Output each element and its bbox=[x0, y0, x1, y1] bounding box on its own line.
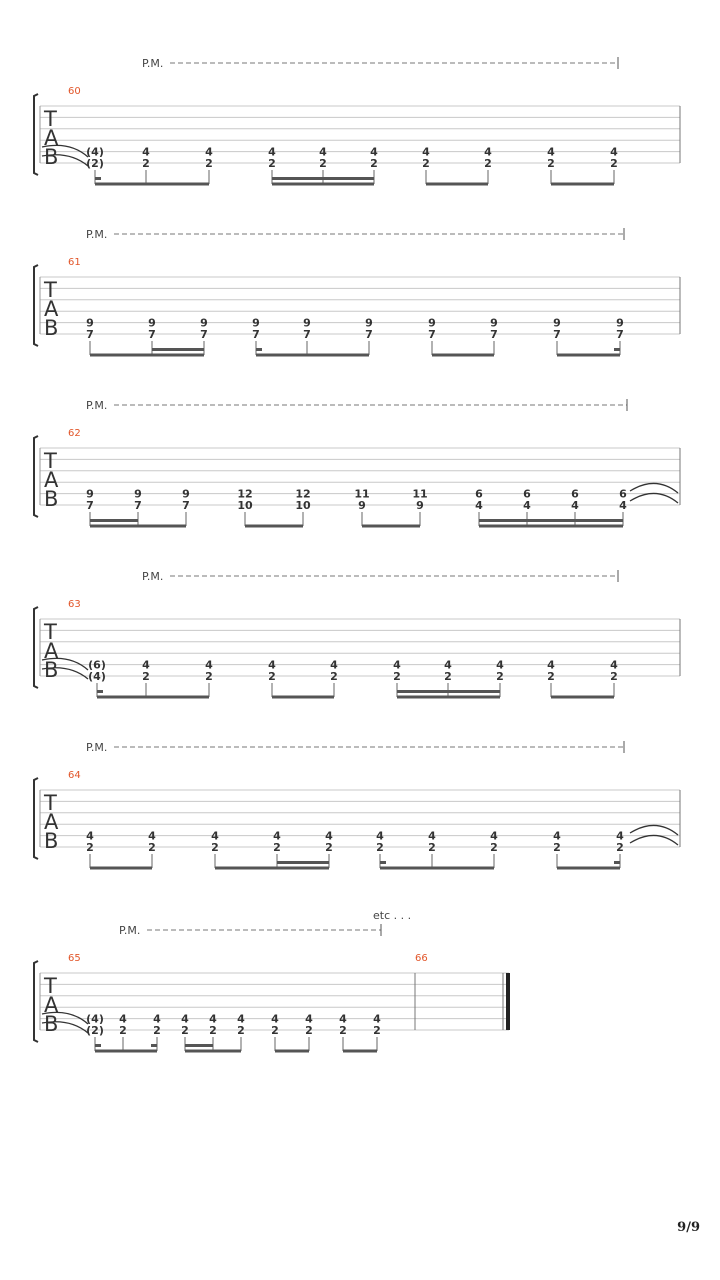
palm-mute-label: P.M. bbox=[86, 228, 108, 241]
tie-out-lower bbox=[630, 493, 678, 503]
fret-number-string6: 2 bbox=[610, 670, 618, 683]
fret-number-string5: 4 bbox=[268, 145, 276, 159]
fret-number-string5: 4 bbox=[153, 1012, 161, 1026]
fret-number-string5: 4 bbox=[325, 829, 333, 843]
fret-number-string6: (2) bbox=[86, 1024, 104, 1037]
fret-number-string5: 4 bbox=[444, 658, 452, 672]
tab-clef-letter: A bbox=[44, 468, 59, 492]
fret-number-string5: 4 bbox=[370, 145, 378, 159]
fret-number-string5: 4 bbox=[422, 145, 430, 159]
fret-number-string5: 4 bbox=[271, 1012, 279, 1026]
fret-number-string5: (4) bbox=[86, 145, 104, 159]
fret-number-string5: 4 bbox=[181, 1012, 189, 1026]
fret-number-string6: 2 bbox=[422, 157, 430, 170]
beam bbox=[245, 525, 303, 528]
fret-number-string6: (2) bbox=[86, 157, 104, 170]
fret-number-string5: 4 bbox=[142, 658, 150, 672]
fret-number-string6: 4 bbox=[619, 499, 627, 512]
tab-clef-letter: T bbox=[44, 620, 57, 644]
secondary-beam bbox=[272, 177, 374, 180]
fret-number-string5: (6) bbox=[88, 658, 106, 672]
tab-clef-letter: B bbox=[44, 145, 59, 169]
fret-number-string5: 9 bbox=[148, 316, 156, 330]
tab-clef-letter: B bbox=[44, 829, 59, 853]
tab-clef-letter: A bbox=[44, 810, 59, 834]
beam bbox=[90, 867, 152, 870]
fret-number-string6: 2 bbox=[616, 841, 624, 854]
fret-number-string5: 4 bbox=[119, 1012, 127, 1026]
fret-number-string6: 2 bbox=[142, 157, 150, 170]
bar-number: 66 bbox=[415, 953, 428, 964]
fret-number-string5: 4 bbox=[547, 658, 555, 672]
tab-clef-letter: A bbox=[44, 993, 59, 1017]
beam-stub bbox=[614, 861, 620, 864]
beam-stub bbox=[380, 861, 386, 864]
tab-clef-letter: B bbox=[44, 316, 59, 340]
fret-number-string5: 4 bbox=[319, 145, 327, 159]
fret-number-string5: 4 bbox=[305, 1012, 313, 1026]
fret-number-string5: 6 bbox=[523, 487, 531, 501]
fret-number-string5: (4) bbox=[86, 1012, 104, 1026]
beam bbox=[479, 525, 623, 528]
system-bracket bbox=[34, 94, 38, 175]
fret-number-string5: 9 bbox=[303, 316, 311, 330]
fret-number-string5: 9 bbox=[200, 316, 208, 330]
fret-number-string6: 2 bbox=[373, 1024, 381, 1037]
palm-mute-label: P.M. bbox=[119, 924, 141, 937]
beam bbox=[432, 354, 494, 357]
beam bbox=[557, 354, 620, 357]
beam bbox=[256, 354, 369, 357]
fret-number-string6: 2 bbox=[496, 670, 504, 683]
bar-number: 63 bbox=[68, 599, 81, 610]
system-bracket bbox=[34, 961, 38, 1042]
beam bbox=[272, 183, 374, 186]
fret-number-string5: 4 bbox=[273, 829, 281, 843]
fret-number-string6: 2 bbox=[181, 1024, 189, 1037]
tab-clef-letter: A bbox=[44, 126, 59, 150]
fret-number-string5: 4 bbox=[496, 658, 504, 672]
fret-number-string5: 11 bbox=[354, 487, 370, 501]
beam bbox=[362, 525, 420, 528]
tab-clef-letter: B bbox=[44, 1012, 59, 1036]
beam-stub bbox=[151, 1044, 157, 1047]
tab-clef-letter: T bbox=[44, 791, 57, 815]
fret-number-string6: 2 bbox=[153, 1024, 161, 1037]
fret-number-string5: 4 bbox=[211, 829, 219, 843]
fret-number-string6: 7 bbox=[86, 499, 94, 512]
tab-clef-letter: T bbox=[44, 449, 57, 473]
beam-stub bbox=[97, 690, 103, 693]
tab-clef-letter: T bbox=[44, 278, 57, 302]
bar-number: 62 bbox=[68, 428, 81, 439]
palm-mute-label: P.M. bbox=[86, 741, 108, 754]
fret-number-string6: 4 bbox=[523, 499, 531, 512]
fret-number-string6: 7 bbox=[553, 328, 561, 341]
fret-number-string5: 4 bbox=[237, 1012, 245, 1026]
fret-number-string6: 2 bbox=[211, 841, 219, 854]
secondary-beam bbox=[185, 1044, 213, 1047]
fret-number-string5: 4 bbox=[373, 1012, 381, 1026]
fret-number-string6: 2 bbox=[86, 841, 94, 854]
fret-number-string6: 7 bbox=[148, 328, 156, 341]
fret-number-string6: 7 bbox=[428, 328, 436, 341]
fret-number-string6: 2 bbox=[325, 841, 333, 854]
fret-number-string6: 2 bbox=[393, 670, 401, 683]
fret-number-string6: 4 bbox=[571, 499, 579, 512]
fret-number-string6: 2 bbox=[339, 1024, 347, 1037]
palm-mute-label: P.M. bbox=[142, 57, 164, 70]
tab-clef-letter: T bbox=[44, 107, 57, 131]
bar-number: 64 bbox=[68, 770, 81, 781]
secondary-beam bbox=[397, 690, 500, 693]
fret-number-string5: 6 bbox=[571, 487, 579, 501]
system-bracket bbox=[34, 607, 38, 688]
fret-number-string5: 4 bbox=[610, 145, 618, 159]
beam bbox=[90, 354, 204, 357]
bar-number: 61 bbox=[68, 257, 81, 268]
fret-number-string6: 2 bbox=[237, 1024, 245, 1037]
fret-number-string5: 4 bbox=[148, 829, 156, 843]
beam bbox=[95, 183, 209, 186]
fret-number-string5: 9 bbox=[86, 316, 94, 330]
fret-number-string5: 4 bbox=[209, 1012, 217, 1026]
fret-number-string6: 2 bbox=[330, 670, 338, 683]
beam bbox=[343, 1050, 377, 1053]
fret-number-string6: 2 bbox=[376, 841, 384, 854]
fret-number-string5: 9 bbox=[616, 316, 624, 330]
system-bracket bbox=[34, 265, 38, 346]
fret-number-string5: 9 bbox=[553, 316, 561, 330]
fret-number-string5: 4 bbox=[376, 829, 384, 843]
fret-number-string5: 4 bbox=[484, 145, 492, 159]
etc-annotation: etc . . . bbox=[373, 909, 412, 922]
fret-number-string5: 4 bbox=[86, 829, 94, 843]
fret-number-string6: 9 bbox=[358, 499, 366, 512]
fret-number-string6: 2 bbox=[370, 157, 378, 170]
fret-number-string6: 2 bbox=[273, 841, 281, 854]
bar-number: 65 bbox=[68, 953, 81, 964]
fret-number-string5: 4 bbox=[339, 1012, 347, 1026]
fret-number-string6: 7 bbox=[86, 328, 94, 341]
fret-number-string6: 2 bbox=[484, 157, 492, 170]
fret-number-string6: 2 bbox=[319, 157, 327, 170]
tab-clef-letter: B bbox=[44, 487, 59, 511]
fret-number-string6: 2 bbox=[268, 157, 276, 170]
beam bbox=[272, 696, 334, 699]
fret-number-string6: (4) bbox=[88, 670, 106, 683]
beam bbox=[551, 183, 614, 186]
fret-number-string5: 6 bbox=[475, 487, 483, 501]
tab-clef-letter: A bbox=[44, 639, 59, 663]
fret-number-string5: 12 bbox=[237, 487, 253, 501]
fret-number-string6: 2 bbox=[490, 841, 498, 854]
fret-number-string6: 2 bbox=[271, 1024, 279, 1037]
fret-number-string5: 4 bbox=[616, 829, 624, 843]
beam bbox=[397, 696, 500, 699]
fret-number-string6: 2 bbox=[428, 841, 436, 854]
fret-number-string6: 2 bbox=[547, 157, 555, 170]
fret-number-string5: 9 bbox=[490, 316, 498, 330]
fret-number-string6: 2 bbox=[268, 670, 276, 683]
fret-number-string6: 7 bbox=[252, 328, 260, 341]
fret-number-string5: 11 bbox=[412, 487, 428, 501]
fret-number-string5: 9 bbox=[428, 316, 436, 330]
fret-number-string5: 4 bbox=[610, 658, 618, 672]
secondary-beam bbox=[152, 348, 204, 351]
tie-out-upper bbox=[630, 483, 678, 493]
fret-number-string6: 7 bbox=[365, 328, 373, 341]
fret-number-string6: 2 bbox=[209, 1024, 217, 1037]
beam bbox=[426, 183, 488, 186]
bar-number: 60 bbox=[68, 86, 81, 97]
tab-clef-letter: B bbox=[44, 658, 59, 682]
fret-number-string6: 2 bbox=[553, 841, 561, 854]
fret-number-string6: 9 bbox=[416, 499, 424, 512]
beam bbox=[275, 1050, 309, 1053]
fret-number-string6: 2 bbox=[444, 670, 452, 683]
page-number: 9/9 bbox=[677, 1220, 700, 1235]
fret-number-string6: 2 bbox=[205, 670, 213, 683]
system-bracket bbox=[34, 778, 38, 859]
fret-number-string5: 4 bbox=[393, 658, 401, 672]
beam bbox=[551, 696, 614, 699]
beam bbox=[95, 1050, 157, 1053]
tie-out-upper bbox=[630, 825, 678, 835]
secondary-beam bbox=[479, 519, 623, 522]
fret-number-string6: 2 bbox=[119, 1024, 127, 1037]
fret-number-string6: 2 bbox=[205, 157, 213, 170]
fret-number-string5: 4 bbox=[268, 658, 276, 672]
fret-number-string6: 2 bbox=[610, 157, 618, 170]
tab-clef-letter: A bbox=[44, 297, 59, 321]
fret-number-string6: 4 bbox=[475, 499, 483, 512]
beam bbox=[185, 1050, 241, 1053]
beam-stub bbox=[95, 1044, 101, 1047]
beam-stub bbox=[614, 348, 620, 351]
fret-number-string6: 7 bbox=[616, 328, 624, 341]
fret-number-string5: 12 bbox=[295, 487, 311, 501]
beam-stub bbox=[256, 348, 262, 351]
fret-number-string6: 10 bbox=[295, 499, 311, 512]
fret-number-string6: 2 bbox=[547, 670, 555, 683]
fret-number-string6: 7 bbox=[200, 328, 208, 341]
fret-number-string5: 9 bbox=[134, 487, 142, 501]
fret-number-string5: 4 bbox=[330, 658, 338, 672]
system-bracket bbox=[34, 436, 38, 517]
fret-number-string5: 4 bbox=[205, 145, 213, 159]
fret-number-string6: 7 bbox=[303, 328, 311, 341]
fret-number-string5: 4 bbox=[553, 829, 561, 843]
palm-mute-label: P.M. bbox=[142, 570, 164, 583]
fret-number-string5: 4 bbox=[490, 829, 498, 843]
fret-number-string6: 10 bbox=[237, 499, 253, 512]
fret-number-string6: 7 bbox=[134, 499, 142, 512]
fret-number-string5: 9 bbox=[365, 316, 373, 330]
fret-number-string5: 6 bbox=[619, 487, 627, 501]
fret-number-string6: 2 bbox=[305, 1024, 313, 1037]
fret-number-string6: 7 bbox=[182, 499, 190, 512]
fret-number-string6: 7 bbox=[490, 328, 498, 341]
fret-number-string5: 4 bbox=[142, 145, 150, 159]
palm-mute-label: P.M. bbox=[86, 399, 108, 412]
fret-number-string5: 9 bbox=[182, 487, 190, 501]
fret-number-string5: 9 bbox=[252, 316, 260, 330]
beam bbox=[90, 525, 186, 528]
fret-number-string5: 4 bbox=[428, 829, 436, 843]
beam bbox=[557, 867, 620, 870]
secondary-beam bbox=[277, 861, 329, 864]
final-bar-thick-line bbox=[506, 973, 510, 1030]
beam bbox=[215, 867, 329, 870]
secondary-beam bbox=[90, 519, 138, 522]
fret-number-string5: 9 bbox=[86, 487, 94, 501]
beam bbox=[97, 696, 209, 699]
tab-clef-letter: T bbox=[44, 974, 57, 998]
fret-number-string6: 2 bbox=[148, 841, 156, 854]
beam-stub bbox=[95, 177, 101, 180]
tie-out-lower bbox=[630, 835, 678, 845]
beam bbox=[380, 867, 494, 870]
fret-number-string5: 4 bbox=[547, 145, 555, 159]
fret-number-string5: 4 bbox=[205, 658, 213, 672]
fret-number-string6: 2 bbox=[142, 670, 150, 683]
